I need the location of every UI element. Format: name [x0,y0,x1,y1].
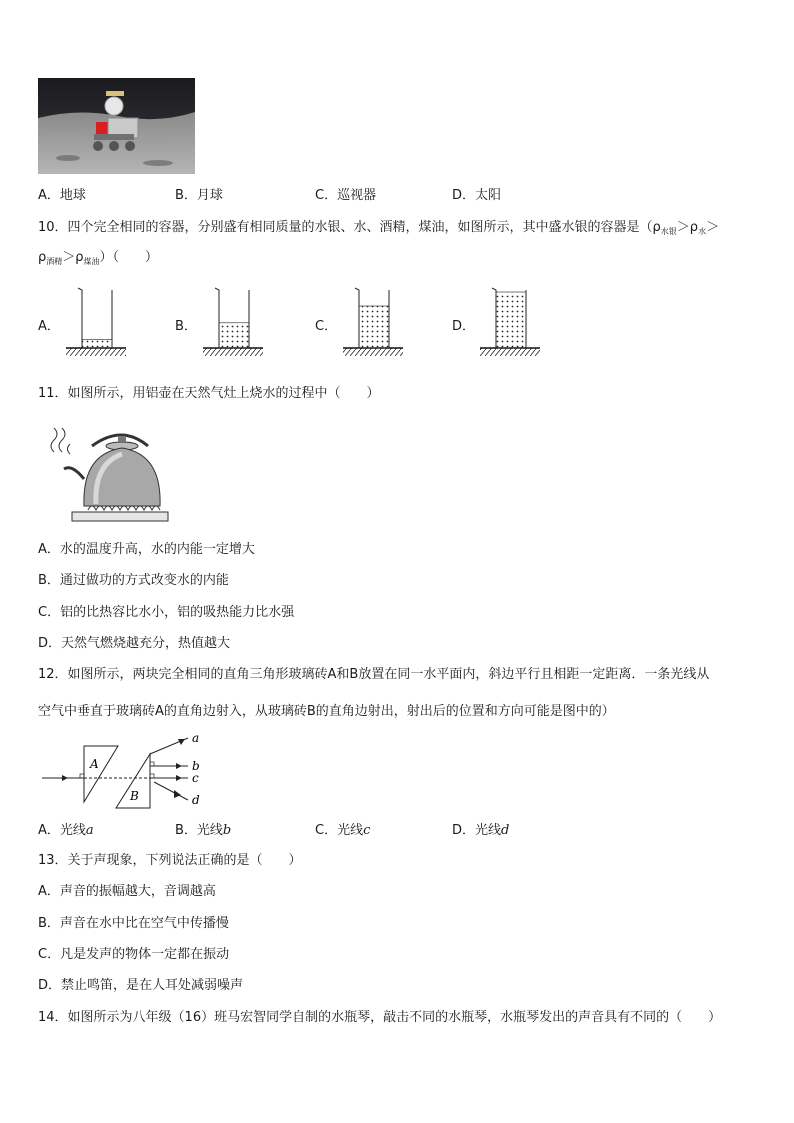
ray-a-label: a [192,732,200,745]
q14-stem: 14．如图所示为八年级（16）班马宏智同学自制的水瓶琴，敲击不同的水瓶琴，水瓶琴发出的声音具有不同的（ ） [38,1010,722,1025]
q13-option-b: B．声音在水中比在空气中传播慢 [38,916,229,931]
ray-d-label: d [192,793,200,807]
container-d [480,288,540,356]
q11-option-d: D．天然气燃烧越充分，热值越大 [38,636,231,651]
kettle-on-stove-figure [44,424,172,524]
lunar-rover-photo [38,78,195,174]
q9-option-d: D．太阳 [452,188,502,203]
q10-label-c: C． [315,319,338,334]
ray-c-label: c [192,771,199,785]
q10-containers-figure [60,284,550,364]
q10-label-d: D． [452,319,476,334]
q12-stem-line1: 12．如图所示，两块完全相同的直角三角形玻璃砖A和B放置在同一水平面内，斜边平行且相距一定距离．一条光线从 [38,667,710,682]
container-b [203,288,263,356]
q10-label-b: B． [175,319,197,334]
q13-option-a: A．声音的振幅越大，音调越高 [38,884,216,899]
q12-option-a: A．光线a [38,823,94,838]
q10-stem-line1: 10．四个完全相同的容器，分别盛有相同质量的水银、水、酒精，煤油，如图所示，其中盛水银的容器是（$\rho_{水银}>\rho_水>$ [38,220,720,236]
q12-option-b: B．光线b [175,823,232,838]
q12-option-c: C．光线c [315,823,371,838]
ray-b-label: b [192,759,200,773]
q10-label-a: A． [38,319,60,334]
container-a [66,288,126,356]
q13-stem: 13．关于声现象，下列说法正确的是（ ） [38,853,302,868]
q10-stem-line2: $\rho_{酒精}>\rho_{煤油}$）（ ） [38,250,159,266]
q13-option-c: C．凡是发声的物体一定都在振动 [38,947,230,962]
q9-option-a: A．地球 [38,188,86,203]
q9-option-b: B．月球 [175,188,223,203]
q12-option-d: D．光线d [452,823,510,838]
q12-glass-bricks-figure [38,732,218,812]
brick-b-label: B [130,789,139,803]
q11-stem: 11．如图所示，用铝壶在天然气灶上烧水的过程中（ ） [38,386,380,401]
q9-option-c: C．巡视器 [315,188,377,203]
container-c [343,288,403,356]
q13-option-d: D．禁止鸣笛，是在人耳处减弱噪声 [38,978,244,993]
q12-stem-line2: 空气中垂直于玻璃砖A的直角边射入，从玻璃砖B的直角边射出，射出后的位置和方向可能是图中的） [38,704,615,719]
q11-option-a: A．水的温度升高，水的内能一定增大 [38,542,255,557]
brick-a-label: A [90,757,99,771]
q11-option-b: B．通过做功的方式改变水的内能 [38,573,229,588]
q11-option-c: C．铝的比热容比水小，铝的吸热能力比水强 [38,605,295,620]
